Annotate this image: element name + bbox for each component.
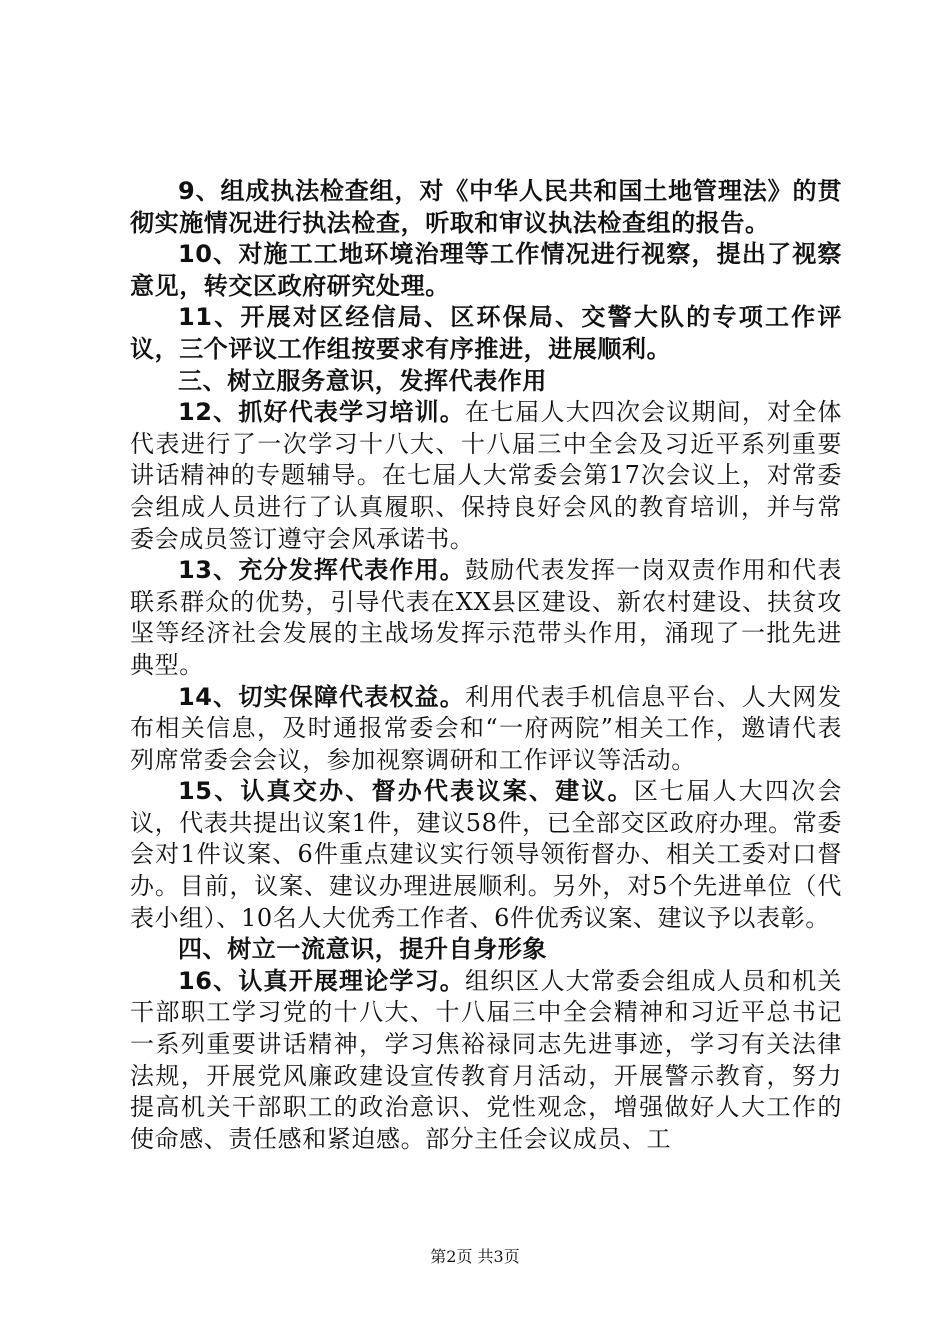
paragraph-13	[130, 555, 842, 681]
section-heading: 三、树立服务意识，发挥代表作用	[178, 366, 547, 395]
paragraph-heading: 12、抓好代表学习培训。	[178, 398, 465, 427]
paragraph-heading: 14、切实保障代表权益。	[178, 682, 465, 711]
page-footer: 第2页 共3页	[430, 1247, 520, 1266]
document-body	[130, 176, 842, 1155]
paragraph-11	[130, 302, 842, 365]
paragraph-heading: 13、充分发挥代表作用。	[178, 556, 465, 585]
paragraph-text: 利用代表手机信息平台、人大网发布相关信息，及时通报常委会和“一府两院”相关工作，邀请代表列席常委会会议，参加视察调研和工作评议等活动。	[130, 682, 842, 774]
paragraph-text: 组织区人大常委会组成人员和机关干部职工学习党的十八大、十八届三中全会精神和习近平总书记一系列重要讲话精神，学习焦裕禄同志先进事迹，学习有关法律法规，开展党风廉政建设宣传教育月活动，开展警示教育，努力提高机关干部职工的政治意识、党性观念，增强做好人大工作的使命感、责任感和紧迫感。部分主任会议成员、工	[130, 966, 842, 1153]
paragraph-12	[130, 397, 842, 555]
paragraph-15	[130, 776, 842, 934]
paragraph-heading: 15、认真交办、督办代表议案、建议。	[178, 777, 634, 806]
paragraph-text: 区七届人大四次会议，代表共提出议案1件，建议58件，已全部交区政府办理。常委会对1件议案、6件重点建议实行领导领衔督办、相关工委对口督办。目前，议案、建议办理进展顺利。另外，对5个先进单位（代表小组）、10名人大优秀工作者、6件优秀议案、建议予以表彰。	[130, 777, 842, 932]
section-heading-3	[130, 366, 842, 398]
paragraph-heading: 9、组成执法检查组，对《中华人民共和国土地管理法》的贯彻实施情况进行执法检查，听取和审议执法检查组的报告。	[130, 177, 842, 237]
paragraph-heading: 11、开展对区经信局、区环保局、交警大队的专项工作评议，三个评议工作组按要求有序推进，进展顺利。	[130, 303, 842, 363]
section-heading: 四、树立一流意识，提升自身形象	[178, 935, 547, 964]
paragraph-text: 鼓励代表发挥一岗双责作用和代表联系群众的优势，引导代表在XX县区建设、新农村建设、扶贫攻坚等经济社会发展的主战场发挥示范带头作用，涌现了一批先进典型。	[130, 556, 842, 679]
paragraph-9	[130, 176, 842, 239]
section-heading-4	[130, 934, 842, 966]
paragraph-text: 在七届人大四次会议期间，对全体代表进行了一次学习十八大、十八届三中全会及习近平系列重要讲话精神的专题辅导。在七届人大常委会第17次会议上，对常委会组成人员进行了认真履职、保持良好会风的教育培训，并与常委会成员签订遵守会风承诺书。	[130, 398, 842, 553]
paragraph-heading: 16、认真开展理论学习。	[178, 966, 465, 995]
paragraph-10	[130, 239, 842, 302]
paragraph-14	[130, 682, 842, 777]
paragraph-heading: 10、对施工工地环境治理等工作情况进行视察，提出了视察意见，转交区政府研究处理。	[130, 240, 842, 300]
paragraph-16	[130, 966, 842, 1156]
